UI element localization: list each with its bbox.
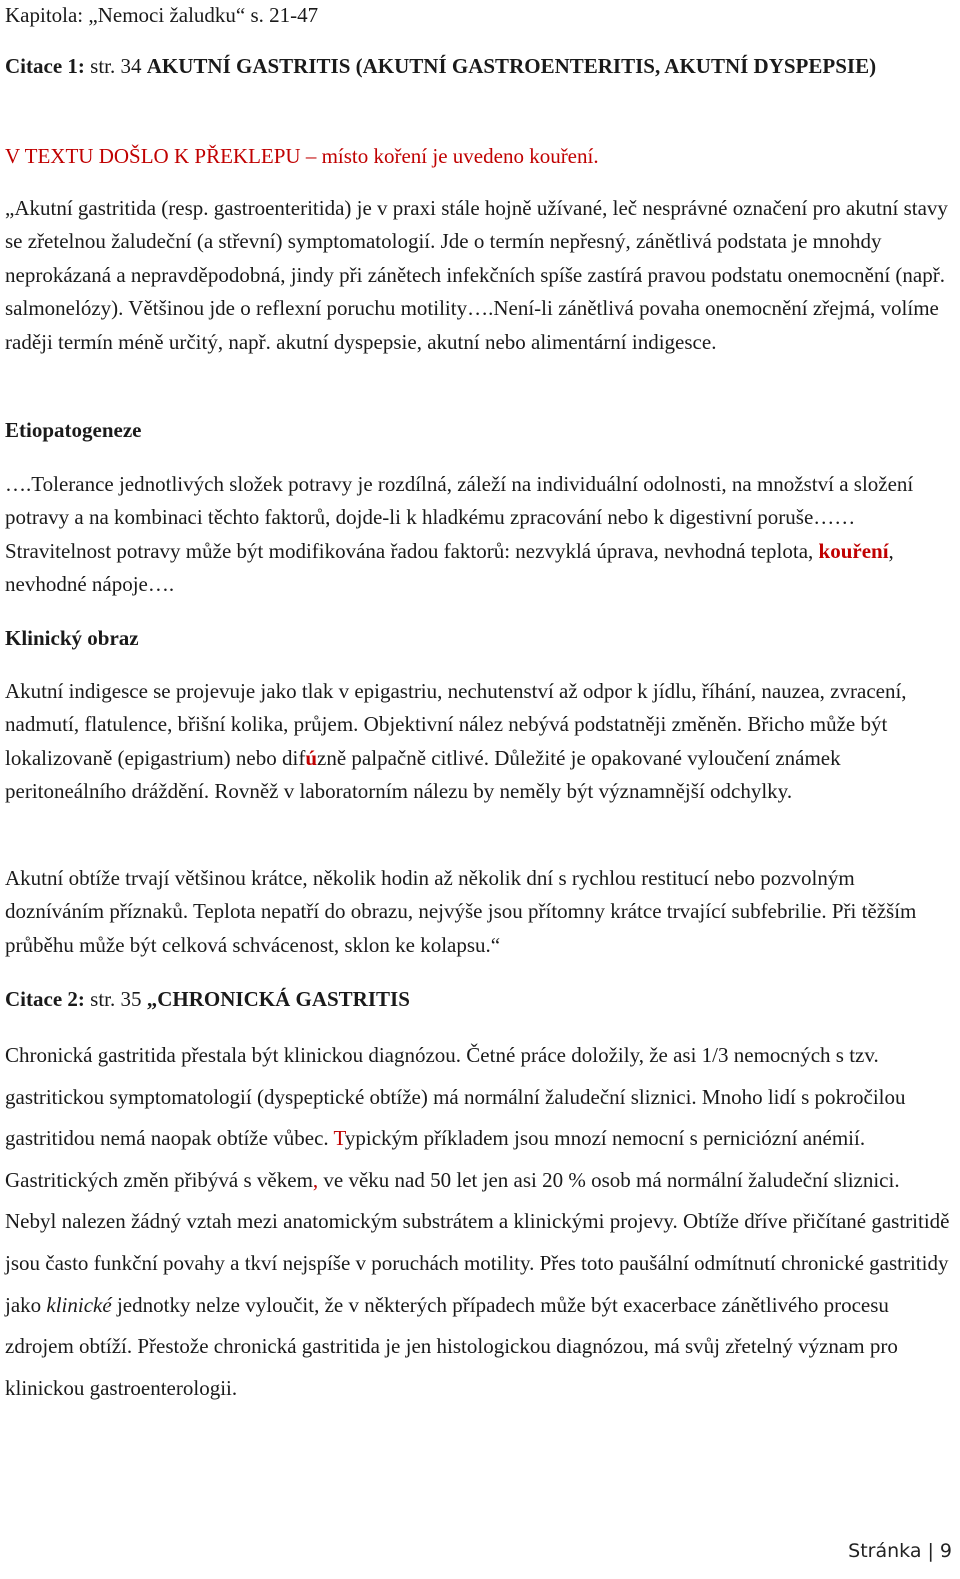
citation-2 (5, 983, 410, 1016)
paragraph-text: Chronická gastritida přestala být klinickou diagnózou. Četné práce doložily, že asi 1/3 nemocných s tzv. gastritickou symptomatologií (dyspeptické obtíže) má normální žaludeční sliznici. Mnoho lidí s pokročilou gastritidou nemá naopak obtíže vůbec. (5, 1043, 906, 1151)
paragraph-etiopathogenesis (5, 468, 950, 602)
footer-separator: | (927, 1540, 934, 1562)
highlighted-word: kouření (818, 538, 889, 563)
typo-correction-note: V TEXTU DOŠLO K PŘEKLEPU – místo koření je uvedeno kouření. (5, 144, 599, 168)
paragraph-text: , nevhodné nápoje…. (5, 538, 894, 597)
paragraph-text: ….Tolerance jednotlivých složek potravy je rozdílná, záleží na individuální odolnosti, na množství a složení potravy a na kombinaci těchto faktorů, dojde-li k hladkému zpracování nebo k digestivní poruše……Stravitelnost potravy může být modifikována řadou faktorů: nezvyklá úprava, nevhodná teplota, (5, 472, 914, 563)
paragraph-chronic-gastritis (5, 1035, 955, 1409)
paragraph-acute-course (5, 862, 950, 962)
footer-label: Stránka (848, 1540, 922, 1562)
citation-1-label: Citace 1: (5, 54, 85, 78)
paragraph-text: Akutní indigesce se projevuje jako tlak v epigastriu, nechutenství až odpor k jídlu, říhání, nauzea, zvracení, nadmutí, flatulence, břišní kolika, průjem. Objektivní nález nebývá podstatněji změněn. Břicho může být lokalizovaně (epigastrium) nebo dif (5, 679, 907, 770)
citation-1 (5, 50, 935, 83)
paragraph-text: jednotky nelze vyloučit, že v některých případech může být exacerbace zánětlivého procesu zdrojem obtíží. Přestože chronická gastritida je jen histologickou diagnózou, má svůj zřetelný význam pro klinickou gastroenterologii. (5, 1292, 898, 1400)
paragraph-acute-gastritis-intro (5, 192, 950, 359)
heading-clinical-picture: Klinický obraz (5, 626, 139, 650)
highlighted-comma: , (312, 1167, 319, 1192)
citation-2-page: str. 35 (84, 987, 147, 1011)
heading-etiopathogenesis: Etiopatogeneze (5, 418, 142, 442)
page-footer (848, 1540, 952, 1562)
paragraph-text: „Akutní gastritida (resp. gastroenteritida) je v praxi stále hojně užívané, leč nesprávné označení pro akutní stavy se zřetelnou žaludeční (a střevní) symptomatologií. Jde o termín nepřesný, zánětlivá podstata je mnohdy neprokázaná a nepravděpodobná, jindy při zánětech infekčních spíše zastírá pravou podstatu onemocnění (např. salmonelózy). Většinou jde o reflexní poruchu motility….Není-li zánětlivá povaha onemocnění zřejmá, volíme raději termín méně určitý, např. akutní dyspepsie, akutní nebo alimentární indigesce. (5, 196, 948, 354)
citation-1-page: str. 34 (84, 54, 147, 78)
paragraph-text: ve věku nad 50 let jen asi 20 % osob má normální žaludeční sliznici. Nebyl nalezen žádný vztah mezi anatomickým substrátem a klinickými projevy. Obtíže dříve přičítané gastritidě jsou často funkční povahy a tkví nejspíše v poruchách motility. Přes toto paušální odmítnutí chronické gastritidy jako (5, 1167, 950, 1317)
chapter-header: Kapitola: „Nemoci žaludku“ s. 21-47 (5, 3, 319, 27)
highlighted-letter: T (333, 1126, 345, 1151)
paragraph-text: zně palpačně citlivé. Důležité je opakované vyloučení známek peritoneálního dráždění. Rovněž v laboratorním nálezu by neměly být významnější odchylky. (5, 745, 841, 804)
citation-2-title: „CHRONICKÁ GASTRITIS (146, 987, 410, 1011)
highlighted-letter: ú (305, 745, 318, 770)
citation-2-label: Citace 2: (5, 987, 85, 1011)
paragraph-text: ypickým příkladem jsou mnozí nemocní s perniciózní anémií. Gastritických změn přibývá s věkem (5, 1126, 866, 1192)
citation-1-title: AKUTNÍ GASTRITIS (AKUTNÍ GASTROENTERITIS, AKUTNÍ DYSPEPSIE) (146, 54, 877, 78)
paragraph-clinical-picture (5, 675, 950, 809)
page-number: 9 (939, 1540, 952, 1562)
paragraph-text: Akutní obtíže trvají většinou krátce, několik hodin až několik dní s rychlou restitucí nebo pozvolným dozníváním příznaků. Teplota nepatří do obrazu, nejvýše jsou přítomny krátce trvající subfebrilie. Při těžším průběhu může být celková schvácenost, sklon ke kolapsu.“ (5, 866, 917, 957)
italic-word: klinické (46, 1292, 112, 1317)
